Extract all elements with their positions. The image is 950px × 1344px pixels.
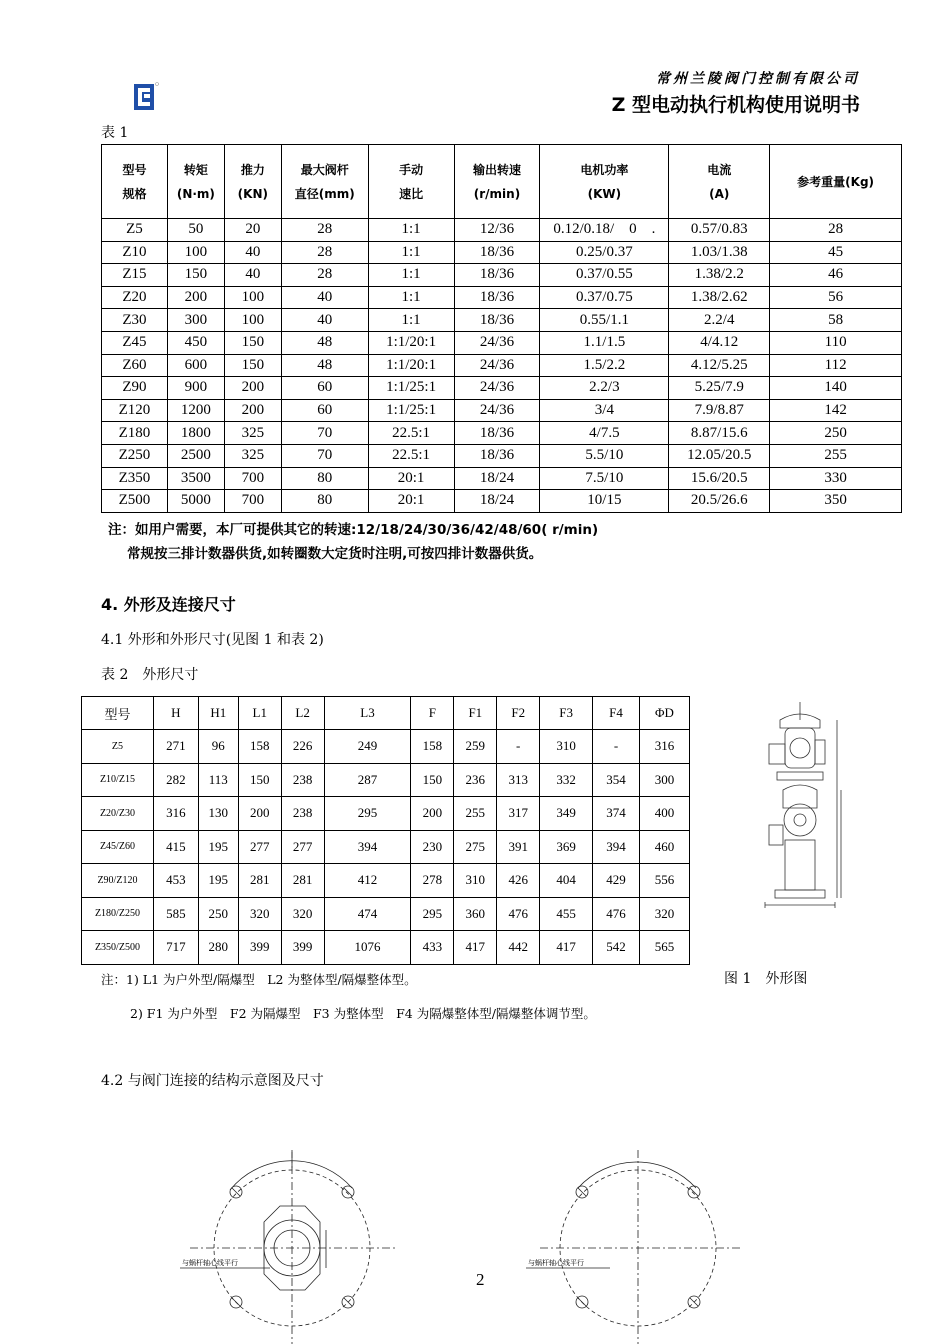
table-cell: 0.12/0.18/ 0 . <box>540 219 669 242</box>
table-cell: 350 <box>770 490 902 513</box>
column-header: F3 <box>540 697 593 730</box>
column-header <box>454 145 540 219</box>
flange-connection-drawing-right <box>520 1140 760 1344</box>
table-cell: Z120 <box>102 399 168 422</box>
table-header-row <box>102 145 902 219</box>
table-cell: 158 <box>411 730 454 764</box>
table-cell: 110 <box>770 331 902 354</box>
table-cell: 400 <box>639 797 689 831</box>
table-cell: 349 <box>540 797 593 831</box>
table-cell: 1:1 <box>368 309 454 332</box>
table-header-row <box>82 697 690 730</box>
table-cell: 140 <box>770 377 902 400</box>
table-cell: 585 <box>153 897 198 931</box>
table-cell: 1200 <box>167 399 224 422</box>
table-cell: 374 <box>593 797 640 831</box>
table-cell: 18/36 <box>454 286 540 309</box>
table-cell: - <box>497 730 540 764</box>
table-cell: 142 <box>770 399 902 422</box>
table-row <box>82 897 690 931</box>
table-cell: 3/4 <box>540 399 669 422</box>
table-cell: 0.37/0.55 <box>540 264 669 287</box>
table-row <box>82 730 690 764</box>
table-cell: 1076 <box>324 931 411 965</box>
table-cell: 22.5:1 <box>368 444 454 467</box>
table-row <box>102 490 902 513</box>
table-cell: 100 <box>224 286 281 309</box>
table-cell: 332 <box>540 763 593 797</box>
table-cell: 18/36 <box>454 264 540 287</box>
table-cell: 50 <box>167 219 224 242</box>
column-header: H1 <box>198 697 238 730</box>
table-cell: 412 <box>324 864 411 898</box>
table-cell: 429 <box>593 864 640 898</box>
table-cell: 130 <box>198 797 238 831</box>
table-cell: 195 <box>198 830 238 864</box>
table-cell: 320 <box>281 897 324 931</box>
table-cell: Z180 <box>102 422 168 445</box>
company-name: 常州兰陵阀门控制有限公司 <box>656 71 860 87</box>
table-cell: 255 <box>770 444 902 467</box>
column-header <box>368 145 454 219</box>
model-cell: Z20/Z30 <box>82 797 154 831</box>
subsection-heading: 4.1 外形和外形尺寸(见图 1 和表 2) <box>101 632 324 648</box>
table-cell: 40 <box>224 241 281 264</box>
table2-label: 表 2 外形尺寸 <box>101 667 199 683</box>
table-cell: 281 <box>238 864 281 898</box>
table-cell: 281 <box>281 864 324 898</box>
table-cell: 1.03/1.38 <box>669 241 770 264</box>
table-cell: 8.87/15.6 <box>669 422 770 445</box>
table-cell: 4/7.5 <box>540 422 669 445</box>
table-cell: 394 <box>324 830 411 864</box>
table-cell: Z500 <box>102 490 168 513</box>
column-header <box>669 145 770 219</box>
table-cell: 195 <box>198 864 238 898</box>
table-cell: 259 <box>454 730 497 764</box>
table-cell: 20:1 <box>368 490 454 513</box>
column-header <box>770 145 902 219</box>
header-line: 手动 <box>399 162 424 177</box>
table-cell: 0.57/0.83 <box>669 219 770 242</box>
table-cell: 287 <box>324 763 411 797</box>
table-cell: 48 <box>281 331 368 354</box>
table-cell: 158 <box>238 730 281 764</box>
table-cell: 112 <box>770 354 902 377</box>
table-cell: 250 <box>198 897 238 931</box>
header-line: (A) <box>709 186 730 201</box>
drawing-annotation: 与蜗杆轴心线平行 <box>182 1259 238 1267</box>
table-cell: 4.12/5.25 <box>669 354 770 377</box>
header-line: 电机功率 <box>580 162 629 177</box>
table-cell: 238 <box>281 797 324 831</box>
table-cell: 1:1/20:1 <box>368 354 454 377</box>
table-cell: 56 <box>770 286 902 309</box>
section-heading: 4. 外形及连接尺寸 <box>101 595 236 614</box>
table-cell: 310 <box>540 730 593 764</box>
dimension-table <box>81 696 690 965</box>
page-number: 2 <box>476 1270 485 1289</box>
table-cell: 22.5:1 <box>368 422 454 445</box>
table-row <box>102 354 902 377</box>
table-cell: 5.5/10 <box>540 444 669 467</box>
table-cell: 24/36 <box>454 331 540 354</box>
column-header: L3 <box>324 697 411 730</box>
table-cell: 18/36 <box>454 241 540 264</box>
model-cell: Z10/Z15 <box>82 763 154 797</box>
table-cell: 200 <box>167 286 224 309</box>
table-cell: 40 <box>281 286 368 309</box>
column-header: F <box>411 697 454 730</box>
model-cell: Z350/Z500 <box>82 931 154 965</box>
table-cell: Z20 <box>102 286 168 309</box>
table-cell: 476 <box>593 897 640 931</box>
table-cell: 474 <box>324 897 411 931</box>
header-line: 电流 <box>707 162 732 177</box>
header-line: 推力 <box>240 162 265 177</box>
subsection-heading: 4.2 与阀门连接的结构示意图及尺寸 <box>101 1073 324 1089</box>
table-cell: 200 <box>224 399 281 422</box>
table-row <box>82 763 690 797</box>
spec-table <box>101 144 902 513</box>
table-cell: 300 <box>167 309 224 332</box>
table-cell: 100 <box>167 241 224 264</box>
table-cell: 399 <box>281 931 324 965</box>
table-cell: 360 <box>454 897 497 931</box>
column-header <box>167 145 224 219</box>
table-cell: 150 <box>224 354 281 377</box>
table-cell: Z90 <box>102 377 168 400</box>
drawing-annotation: 与蜗杆轴心线平行 <box>528 1259 584 1267</box>
table-cell: 3500 <box>167 467 224 490</box>
table-cell: 18/36 <box>454 309 540 332</box>
table-cell: 200 <box>224 377 281 400</box>
header-line: 规格 <box>122 186 147 201</box>
header-line: (N·m) <box>176 186 215 201</box>
header-line: (KN) <box>237 186 268 201</box>
table-row <box>102 377 902 400</box>
table-cell: 442 <box>497 931 540 965</box>
table-cell: 1800 <box>167 422 224 445</box>
table-cell: 316 <box>639 730 689 764</box>
table-cell: 278 <box>411 864 454 898</box>
table-cell: 18/24 <box>454 490 540 513</box>
table-cell: 717 <box>153 931 198 965</box>
table-cell: 330 <box>770 467 902 490</box>
column-header: ΦD <box>639 697 689 730</box>
table-cell: 70 <box>281 444 368 467</box>
table-cell: 453 <box>153 864 198 898</box>
table-cell: 2500 <box>167 444 224 467</box>
column-header: L1 <box>238 697 281 730</box>
table-row <box>102 422 902 445</box>
model-cell: Z45/Z60 <box>82 830 154 864</box>
table-cell: 277 <box>238 830 281 864</box>
header-line: (r/min) <box>473 186 521 201</box>
table-cell: 230 <box>411 830 454 864</box>
actuator-outline-drawing <box>755 700 845 920</box>
table-cell: 476 <box>497 897 540 931</box>
table-cell: 295 <box>324 797 411 831</box>
header-line: 最大阀杆 <box>300 162 349 177</box>
table-cell: 417 <box>540 931 593 965</box>
table-cell: 236 <box>454 763 497 797</box>
model-cell: Z90/Z120 <box>82 864 154 898</box>
column-header: 型号 <box>82 697 154 730</box>
table-cell: 1:1 <box>368 286 454 309</box>
table-cell: 45 <box>770 241 902 264</box>
table-cell: 300 <box>639 763 689 797</box>
table-row <box>82 830 690 864</box>
table-cell: 426 <box>497 864 540 898</box>
table-cell: Z5 <box>102 219 168 242</box>
table-cell: 40 <box>281 309 368 332</box>
header-line: (KW) <box>587 186 622 201</box>
table-cell: 150 <box>224 331 281 354</box>
table-cell: 1:1/25:1 <box>368 377 454 400</box>
table-cell: 1.38/2.2 <box>669 264 770 287</box>
table-cell: 1:1/20:1 <box>368 331 454 354</box>
table-cell: - <box>593 730 640 764</box>
table-cell: 316 <box>153 797 198 831</box>
header-line: 转矩 <box>183 162 208 177</box>
company-logo <box>133 82 159 112</box>
header-line: 参考重量(Kg) <box>797 174 875 189</box>
table-cell: 2.2/4 <box>669 309 770 332</box>
table-cell: 275 <box>454 830 497 864</box>
table-cell: 700 <box>224 467 281 490</box>
column-header: F4 <box>593 697 640 730</box>
table-row <box>102 286 902 309</box>
table-cell: 394 <box>593 830 640 864</box>
table-row <box>82 864 690 898</box>
table-cell: 28 <box>281 264 368 287</box>
table-cell: 295 <box>411 897 454 931</box>
table-cell: 46 <box>770 264 902 287</box>
table-cell: 24/36 <box>454 354 540 377</box>
table-cell: 415 <box>153 830 198 864</box>
document-title: Z 型电动执行机构使用说明书 <box>611 94 860 116</box>
table-cell: 1.38/2.62 <box>669 286 770 309</box>
table-cell: 1:1/25:1 <box>368 399 454 422</box>
table-cell: Z10 <box>102 241 168 264</box>
table-cell: 4/4.12 <box>669 331 770 354</box>
figure1-caption: 图 1 外形图 <box>724 971 808 987</box>
table-row <box>82 797 690 831</box>
table-cell: 238 <box>281 763 324 797</box>
table-cell: 1.5/2.2 <box>540 354 669 377</box>
table-cell: 12.05/20.5 <box>669 444 770 467</box>
table-cell: 250 <box>770 422 902 445</box>
header-line: 速比 <box>399 186 424 201</box>
table-cell: 18/36 <box>454 444 540 467</box>
table-row <box>82 931 690 965</box>
table-cell: 18/36 <box>454 422 540 445</box>
column-header <box>281 145 368 219</box>
table-cell: 325 <box>224 422 281 445</box>
table-cell: Z30 <box>102 309 168 332</box>
table-cell: 113 <box>198 763 238 797</box>
table-row <box>102 309 902 332</box>
table-cell: 20:1 <box>368 467 454 490</box>
table-cell: 399 <box>238 931 281 965</box>
header-line: 输出转速 <box>472 162 521 177</box>
table-cell: 15.6/20.5 <box>669 467 770 490</box>
table-cell: 20.5/26.6 <box>669 490 770 513</box>
table-cell: 1:1 <box>368 219 454 242</box>
table-row <box>102 399 902 422</box>
table-cell: 100 <box>224 309 281 332</box>
table-cell: 354 <box>593 763 640 797</box>
header-line: 直径(mm) <box>294 186 355 201</box>
table-cell: 96 <box>198 730 238 764</box>
table-cell: 433 <box>411 931 454 965</box>
table-cell: 700 <box>224 490 281 513</box>
table-cell: 0.25/0.37 <box>540 241 669 264</box>
table-cell: 0.37/0.75 <box>540 286 669 309</box>
table-cell: 10/15 <box>540 490 669 513</box>
table-cell: 2.2/3 <box>540 377 669 400</box>
table-cell: 325 <box>224 444 281 467</box>
table-cell: 28 <box>770 219 902 242</box>
table-cell: 5.25/7.9 <box>669 377 770 400</box>
table-row <box>102 219 902 242</box>
table-cell: 60 <box>281 399 368 422</box>
table-cell: 1.1/1.5 <box>540 331 669 354</box>
column-header: L2 <box>281 697 324 730</box>
table-row <box>102 331 902 354</box>
column-header: F2 <box>497 697 540 730</box>
table-cell: 542 <box>593 931 640 965</box>
table-cell: 310 <box>454 864 497 898</box>
dimension-note-2: 2) F1 为户外型 F2 为隔爆型 F3 为整体型 F4 为隔爆整体型/隔爆整体调节型。 <box>130 1006 596 1021</box>
table-cell: 317 <box>497 797 540 831</box>
table-row <box>102 264 902 287</box>
table-cell: 7.9/8.87 <box>669 399 770 422</box>
table-cell: 404 <box>540 864 593 898</box>
column-header <box>224 145 281 219</box>
table-cell: 28 <box>281 219 368 242</box>
table-row <box>102 467 902 490</box>
table-cell: 460 <box>639 830 689 864</box>
header-line: 型号 <box>122 162 147 177</box>
table-cell: 80 <box>281 467 368 490</box>
table-cell: 417 <box>454 931 497 965</box>
table-cell: 600 <box>167 354 224 377</box>
table-cell: 18/24 <box>454 467 540 490</box>
table-cell: 40 <box>224 264 281 287</box>
column-header <box>540 145 669 219</box>
table-cell: 320 <box>238 897 281 931</box>
table-cell: 277 <box>281 830 324 864</box>
table-cell: 12/36 <box>454 219 540 242</box>
table-cell: 150 <box>167 264 224 287</box>
table-cell: 320 <box>639 897 689 931</box>
table-cell: 7.5/10 <box>540 467 669 490</box>
table-cell: 369 <box>540 830 593 864</box>
dimension-note-1: 注：1) L1 为户外型/隔爆型 L2 为整体型/隔爆整体型。 <box>101 972 417 987</box>
table-cell: Z60 <box>102 354 168 377</box>
model-cell: Z5 <box>82 730 154 764</box>
table-cell: 249 <box>324 730 411 764</box>
table-cell: 450 <box>167 331 224 354</box>
table-cell: 1:1 <box>368 264 454 287</box>
table-cell: 1:1 <box>368 241 454 264</box>
table-cell: 455 <box>540 897 593 931</box>
table-cell: 280 <box>198 931 238 965</box>
table-cell: 900 <box>167 377 224 400</box>
table-cell: 70 <box>281 422 368 445</box>
counter-note: 常规按三排计数器供货,如转圈数大定货时注明,可按四排计数器供货。 <box>127 546 543 562</box>
table-cell: 313 <box>497 763 540 797</box>
table-cell: 24/36 <box>454 377 540 400</box>
table-cell: 565 <box>639 931 689 965</box>
table-cell: 150 <box>411 763 454 797</box>
table-cell: 282 <box>153 763 198 797</box>
column-header: H <box>153 697 198 730</box>
model-cell: Z180/Z250 <box>82 897 154 931</box>
table-cell: Z350 <box>102 467 168 490</box>
table-cell: 20 <box>224 219 281 242</box>
column-header: F1 <box>454 697 497 730</box>
table-cell: 80 <box>281 490 368 513</box>
table-cell: 255 <box>454 797 497 831</box>
table-cell: 60 <box>281 377 368 400</box>
table-cell: 5000 <box>167 490 224 513</box>
table-cell: 391 <box>497 830 540 864</box>
table-cell: 0.55/1.1 <box>540 309 669 332</box>
column-header <box>102 145 168 219</box>
table1-label: 表 1 <box>101 125 129 141</box>
speed-note: 注：如用户需要，本厂可提供其它的转速:12/18/24/30/36/42/48/60( r/min) <box>108 522 599 538</box>
table-cell: 226 <box>281 730 324 764</box>
table-row <box>102 444 902 467</box>
table-cell: 556 <box>639 864 689 898</box>
table-cell: Z45 <box>102 331 168 354</box>
table-cell: 48 <box>281 354 368 377</box>
table-cell: Z250 <box>102 444 168 467</box>
flange-connection-drawing-left <box>170 1140 430 1344</box>
table-cell: 28 <box>281 241 368 264</box>
table-cell: 271 <box>153 730 198 764</box>
table-cell: 150 <box>238 763 281 797</box>
table-cell: Z15 <box>102 264 168 287</box>
table-cell: 24/36 <box>454 399 540 422</box>
table-cell: 200 <box>238 797 281 831</box>
table-cell: 200 <box>411 797 454 831</box>
table-cell: 58 <box>770 309 902 332</box>
table-row <box>102 241 902 264</box>
